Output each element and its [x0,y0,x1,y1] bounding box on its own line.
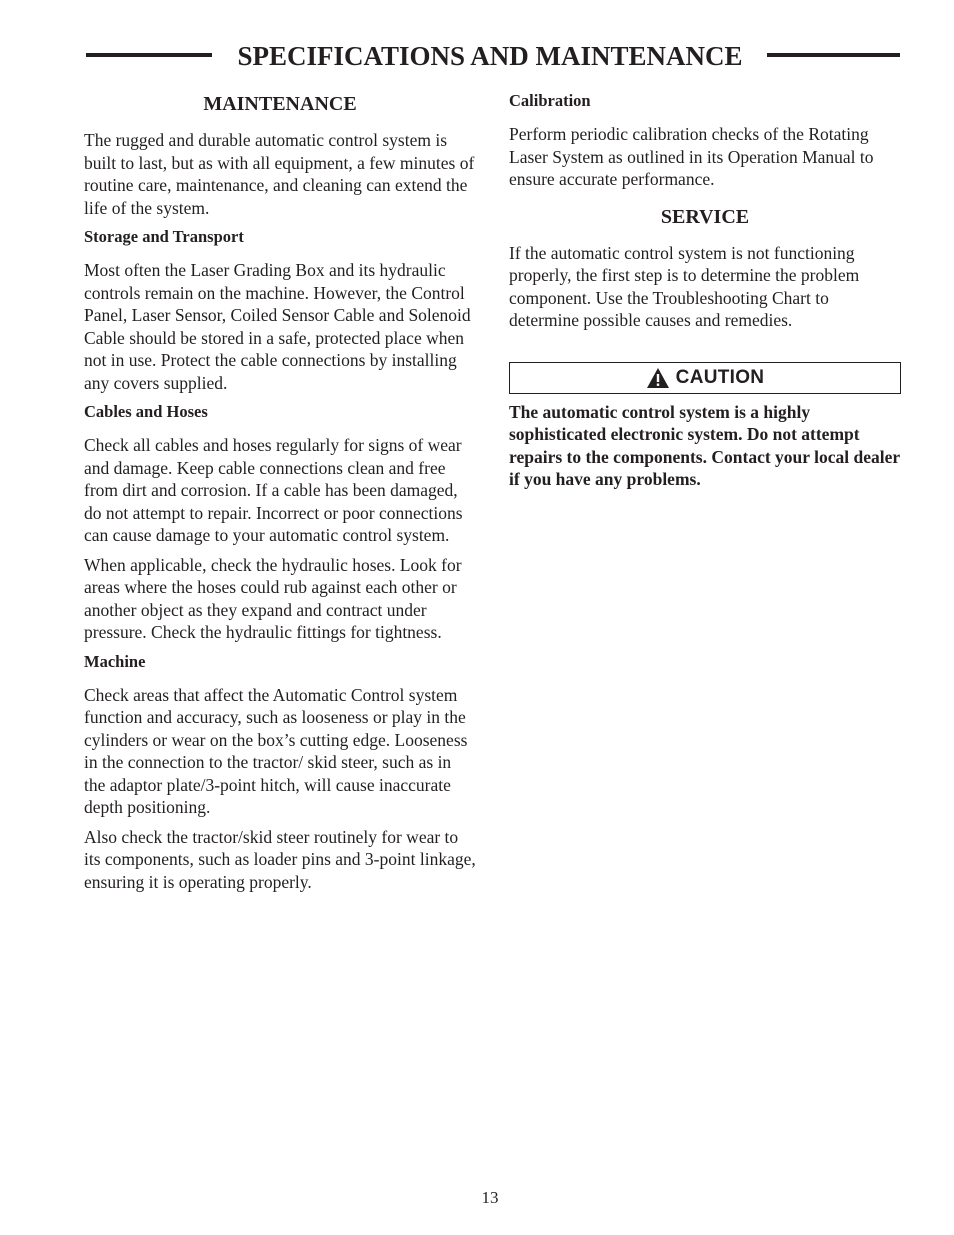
service-text: If the automatic control system is not functioning properly, the first step is to determine the problem component. Use the Troubleshooting Chart to determine possible causes and remedies. [509,242,860,330]
page-title: SPECIFICATIONS AND MAINTENANCE [237,41,743,71]
calibration-text: Perform periodic calibration checks of the Rotating Laser System as outlined in its Operation Manual to ensure accurate performance. [509,124,874,189]
cables-text-2: When applicable, check the hydraulic hoses. Look for areas where the hoses could rub against each other or another object as they expand and contract under pressure. Check the hydraulic fittings for tightness. [84,554,462,642]
cables-heading: Cables and Hoses [84,402,208,421]
warning-triangle-icon [646,367,670,389]
service-title: SERVICE [660,205,750,228]
machine-text-1: Check areas that affect the Automatic Control system function and accuracy, such as looseness or play in the cylinders or wear on the box’s cutting edge. Looseness in the connection to the tractor/ skid steer, such as in the adaptor plate/3-point hitch, will cause inaccurate depth positioning. [84,684,468,817]
machine-heading: Machine [84,651,146,671]
page-header [86,36,900,76]
cables-text-1: Check all cables and hoses regularly for signs of wear and damage. Keep cable connections clean and free from dirt and corrosion. If a cable has been damaged, do not attempt to repair. Incorrect or poor connections can cause damage to your automatic control system. [84,435,463,545]
storage-text: Most often the Laser Grading Box and its hydraulic controls remain on the machine. However, the Control Panel, Laser Sensor, Coiled Sensor Cable and Solenoid Cable should be stored in a safe, protected place when not in use. Protect the cable connections by installing any covers supplied. [84,260,471,393]
left-column [84,90,476,900]
header-rule-left [86,53,212,57]
calibration-heading: Calibration [509,91,591,110]
storage-heading: Storage and Transport [84,227,244,246]
right-column [509,90,901,491]
maintenance-intro: The rugged and durable automatic control system is built to last, but as with all equipment, a few minutes of routine care, maintenance, and cleaning can extend the life of the system. [84,130,475,218]
caution-text: The automatic control system is a highly sophisticated electronic system. Do not attempt repairs to the components. Contact your local dealer if you have any problems. [509,401,900,489]
machine-text-2: Also check the tractor/skid steer routinely for wear to its components, such as loader pins and 3-point linkage, ensuring it is operating properly. [84,826,476,892]
header-rule-right [767,53,900,57]
maintenance-title: MAINTENANCE [203,93,357,115]
caution-label: CAUTION [675,366,765,388]
caution-banner [509,362,901,394]
page-number: 13 [481,1188,499,1207]
